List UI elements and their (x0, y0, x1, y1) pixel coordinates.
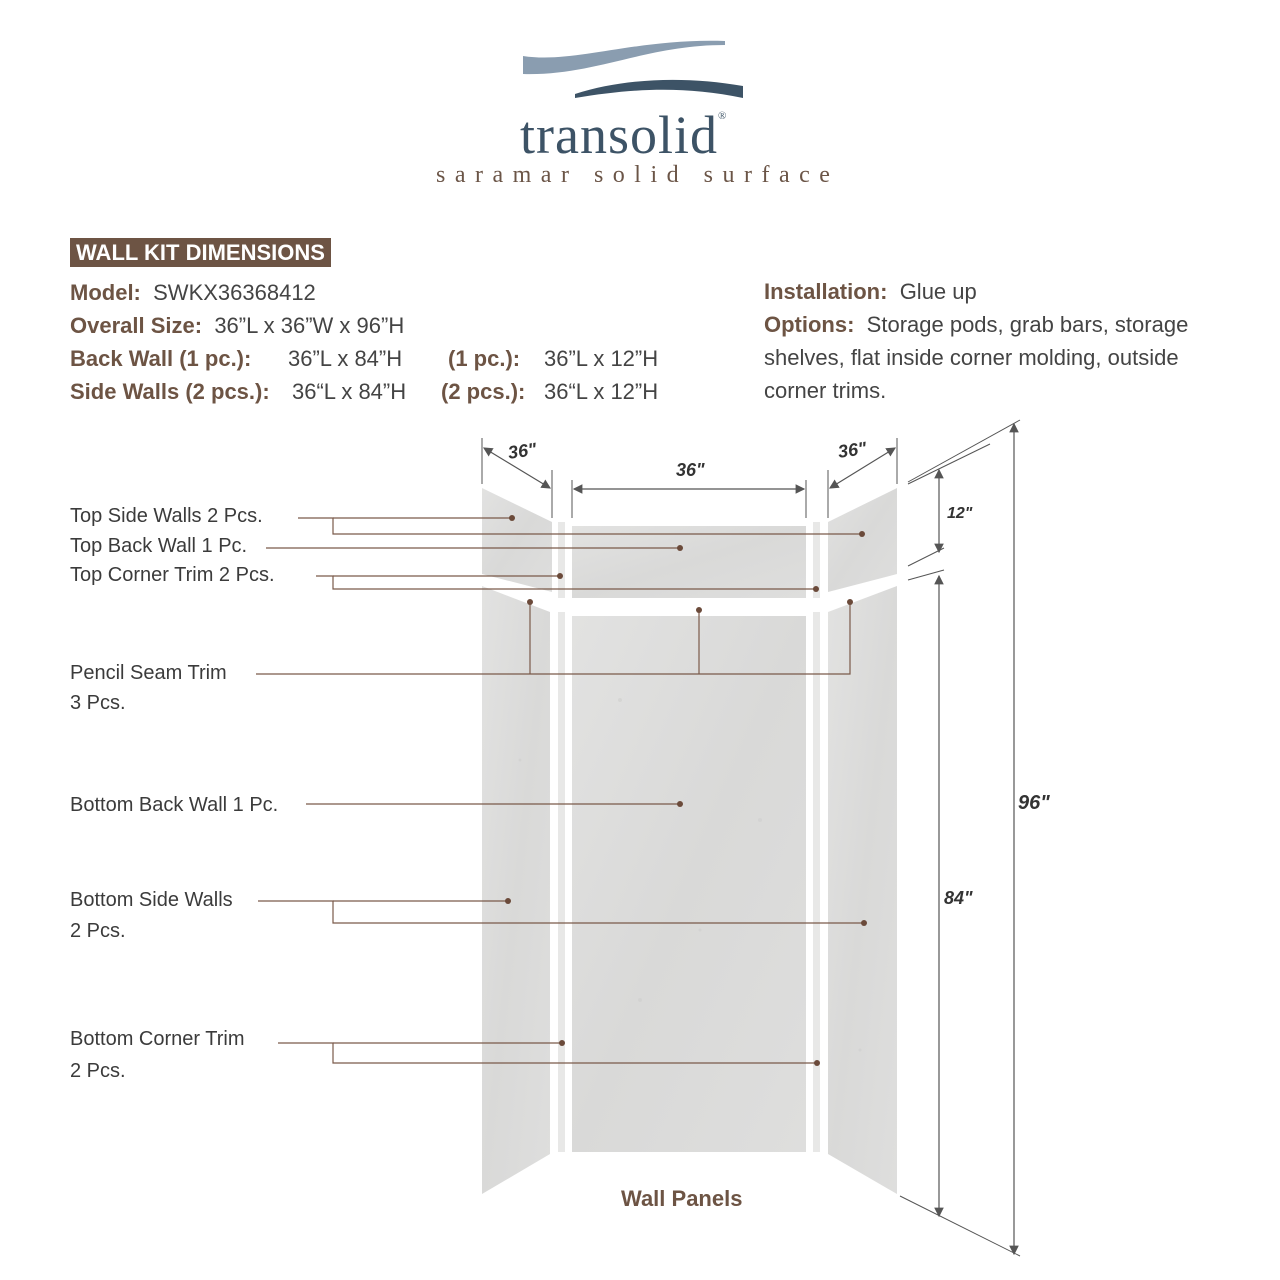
label-top-side-walls: Top Side Walls 2 Pcs. (70, 505, 263, 527)
spec-back-wall: Back Wall (1 pc.): (70, 346, 252, 371)
spec-side-walls-top: (2 pcs.): (441, 379, 526, 404)
top-side-wall-right (828, 488, 897, 592)
spec-side-walls-top-value: 36“L x 12”H (544, 379, 659, 404)
label-bottom-corner-trim: Bottom Corner Trim (70, 1028, 245, 1050)
spec-model: Model: SWKX36368412 (70, 280, 316, 305)
bottom-side-wall-left (482, 586, 550, 1194)
dim-center-width: 36" (676, 460, 705, 480)
bottom-back-wall (572, 616, 806, 1152)
bottom-corner-trim-right (813, 612, 820, 1152)
label-pencil-seam-count: 3 Pcs. (70, 692, 126, 714)
label-pencil-seam-trim: Pencil Seam Trim (70, 662, 227, 684)
label-top-back-wall: Top Back Wall 1 Pc. (70, 535, 248, 557)
spec-back-wall-value: 36”L x 84”H (288, 346, 403, 371)
bottom-corner-trim-left (558, 612, 565, 1152)
dim-bottom-height: 84" (944, 888, 973, 908)
dim-left-width: 36" (506, 439, 538, 463)
brand-tagline: saramar solid surface (436, 162, 840, 188)
spec-overall-size: Overall Size: 36”L x 36”W x 96”H (70, 313, 405, 338)
bottom-side-wall-right (828, 586, 897, 1194)
diagram-caption: Wall Panels (621, 1186, 743, 1211)
spec-back-wall-top-value: 36”L x 12”H (544, 346, 659, 371)
spec-installation: Installation: Glue up (764, 279, 977, 304)
brand-name: transolid® (520, 105, 728, 165)
label-bottom-back-wall: Bottom Back Wall 1 Pc. (70, 794, 279, 816)
spec-options-line2: shelves, flat inside corner molding, outside (764, 345, 1179, 370)
label-bottom-side-walls: Bottom Side Walls (70, 889, 233, 911)
label-top-corner-trim: Top Corner Trim 2 Pcs. (70, 564, 275, 586)
spec-options-line3: corner trims. (764, 378, 887, 403)
dim-right-width: 36" (836, 438, 868, 462)
spec-options: Options: Storage pods, grab bars, storage (764, 312, 1189, 337)
spec-back-wall-top: (1 pc.): (448, 346, 521, 371)
spec-side-walls-value: 36“L x 84”H (292, 379, 407, 404)
label-bottom-corner-trim-count: 2 Pcs. (70, 1060, 126, 1082)
dim-total-height: 96" (1018, 792, 1050, 814)
dim-top-height: 12" (947, 505, 973, 522)
top-back-wall (572, 526, 806, 598)
section-title: WALL KIT DIMENSIONS (70, 238, 331, 267)
label-bottom-side-walls-count: 2 Pcs. (70, 920, 126, 942)
spec-side-walls: Side Walls (2 pcs.): (70, 379, 270, 404)
